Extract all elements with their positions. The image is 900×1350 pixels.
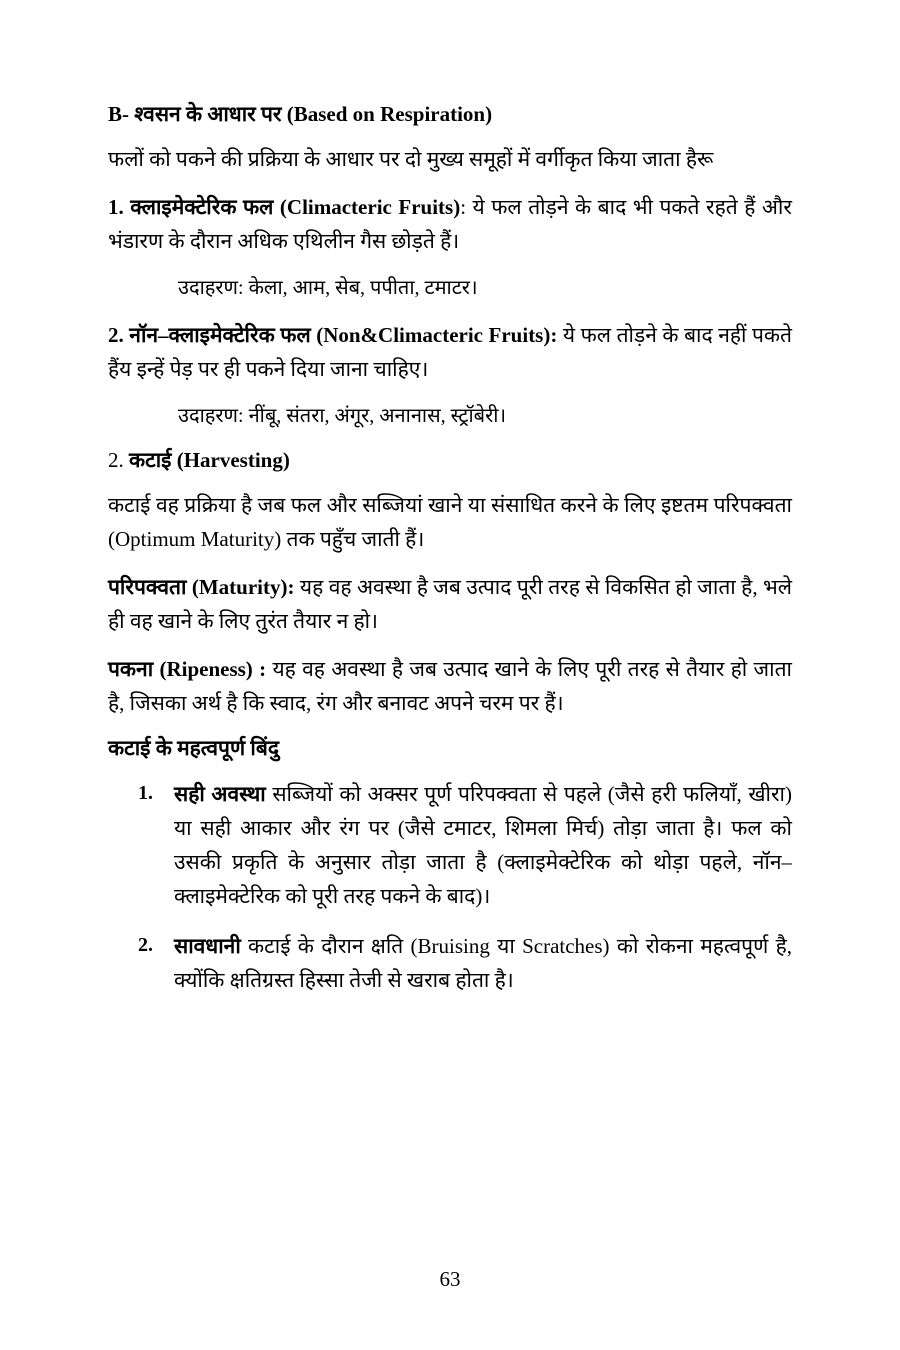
list-item-marker: 2. [138,934,153,957]
climacteric-label: 1. क्लाइमेक्टेरिक फल (Climacteric Fruits) [108,195,461,220]
harvesting-heading [108,446,792,475]
section-heading-respiration: B- श्वसन के आधार पर (Based on Respiration) [108,102,493,126]
list-item [108,929,792,997]
list-item-label: सही अवस्था [174,782,266,807]
harvesting-points-list [108,777,792,997]
ripeness-paragraph [108,652,792,720]
climacteric-example: उदाहरण: केला, आम, सेब, पपीता, टमाटर। [178,277,478,300]
ripeness-label: पकना (Ripeness) : [108,656,267,681]
climacteric-paragraph [108,190,792,258]
harvesting-paragraph: कटाई वह प्रक्रिया है जब फल और सब्जियां खाने या संसाधित करने के लिए इष्टतम परिपक्वता (Optimum Maturity) तक पहुँच जाती हैं। [108,492,792,551]
non-climacteric-paragraph [108,318,792,386]
harvesting-heading-text: कटाई (Harvesting) [129,448,290,473]
maturity-label: परिपक्वता (Maturity): [108,574,295,599]
list-item-label: सावधानी [174,934,241,959]
page-content [108,100,792,997]
maturity-text: यह वह अवस्था है जब उत्पाद पूरी तरह से विकसित हो जाता है, भले ही वह खाने के लिए तुरंत तैयार न हो। [108,574,793,633]
non-climacteric-example: उदाहरण: नींबू, संतरा, अंगूर, अनानास, स्ट्रॉबेरी। [178,405,507,428]
non-climacteric-label: 2. नॉन–क्लाइमेक्टेरिक फल (Non&Climacteric Fruits): [108,323,558,348]
list-item-marker: 1. [138,782,153,805]
harvesting-points-heading: कटाई के महत्वपूर्ण बिंदु [108,735,279,760]
intro-paragraph: फलों को पकने की प्रक्रिया के आधार पर दो मुख्य समूहों में वर्गीकृत किया जाता हैरू [108,147,714,172]
page-number: 63 [439,1267,461,1291]
harvesting-heading-number: 2. [108,448,129,473]
maturity-paragraph [108,570,792,638]
list-item-text: कटाई के दौरान क्षति (Bruising या Scratches) को रोकना महत्वपूर्ण है, क्योंकि क्षतिग्रस्त हिस्सा तेजी से खराब होता है। [174,934,792,993]
non-climacteric-text: ये फल तोड़ने के बाद नहीं पकते हैंय इन्हें पेड़ पर ही पकने दिया जाना चाहिए। [108,323,792,382]
ripeness-text: यह वह अवस्था है जब उत्पाद खाने के लिए पूरी तरह से तैयार हो जाता है, जिसका अर्थ है कि स्वाद, रंग और बनावट अपने चरम पर हैं। [108,656,792,715]
list-item [108,777,792,913]
list-item-text: सब्जियों को अक्सर पूर्ण परिपक्वता से पहले (जैसे हरी फलियाँ, खीरा) या सही आकार और रंग पर (जैसे टमाटर, शिमला मिर्च) तोड़ा जाता है। फल को उसकी प्रकृति के अनुसार तोड़ा जाता है (क्लाइमेक्टेरिक को थोड़ा पहले, नॉन–क्लाइमेक्टेरिक को पूरी तरह पकने के बाद)। [174,782,792,909]
climacteric-text: : ये फल तोड़ने के बाद भी पकते रहते हैं और भंडारण के दौरान अधिक एथिलीन गैस छोड़ते हैं। [108,195,792,254]
